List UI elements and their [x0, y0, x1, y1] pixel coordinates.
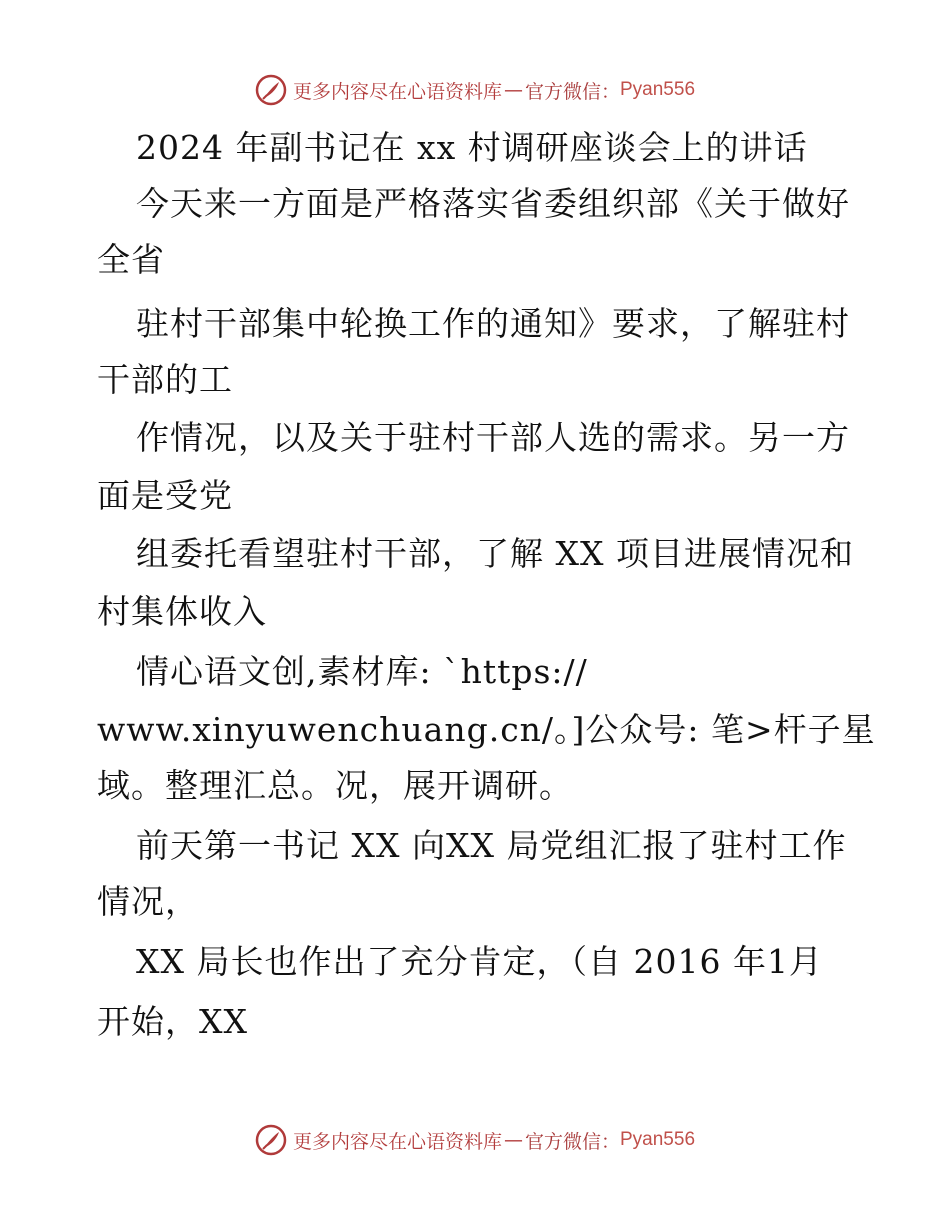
paragraph-line: 全省: [97, 240, 165, 279]
paragraph-line: 作情况，以及关于驻村干部人选的需求。另一方: [136, 418, 850, 457]
feather-pen-icon: [255, 74, 287, 106]
paragraph-line: 驻村干部集中轮换工作的通知》要求，了解驻村: [136, 304, 850, 343]
paragraph-line: 情况，: [97, 882, 199, 921]
watermark-wechat-label: 官方微信：: [524, 1130, 620, 1153]
watermark-separator: —: [503, 79, 523, 101]
feather-pen-icon: [255, 1124, 287, 1156]
watermark-wechat-id: Pyan556: [620, 1129, 696, 1150]
paragraph-line: www.xinyuwenchuang.cn/。]公众号: 笔>杆子星: [97, 710, 876, 749]
watermark-wechat-id: Pyan556: [620, 79, 696, 100]
paragraph-line: 前天第一书记 XX 向XX 局党组汇报了驻村工作: [136, 826, 847, 865]
paragraph-line: XX 局长也作出了充分肯定，（自 2016 年1月: [136, 942, 823, 981]
paragraph-line: 开始，XX: [97, 1002, 248, 1041]
watermark-site-text: 更多内容尽在心语资料库: [292, 80, 502, 103]
paragraph-line: 域。整理汇总。况，展开调研。: [97, 766, 573, 805]
footer-watermark: [0, 1124, 950, 1156]
paragraph-line: 组委托看望驻村干部，了解 XX 项目进展情况和: [136, 534, 854, 573]
paragraph-line: 情心语文创,素材库: `https://: [136, 652, 588, 691]
paragraph-line: 村集体收入: [97, 592, 267, 631]
header-watermark: [0, 74, 950, 106]
paragraph-line: 面是受党: [97, 476, 233, 515]
watermark-separator: —: [503, 1129, 523, 1151]
document-title: 2024 年副书记在 xx 村调研座谈会上的讲话: [136, 128, 808, 167]
paragraph-line: 今天来一方面是严格落实省委组织部《关于做好: [136, 184, 850, 223]
watermark-site-text: 更多内容尽在心语资料库: [292, 1130, 502, 1153]
paragraph-line: 干部的工: [97, 360, 233, 399]
watermark-wechat-label: 官方微信：: [524, 80, 620, 103]
